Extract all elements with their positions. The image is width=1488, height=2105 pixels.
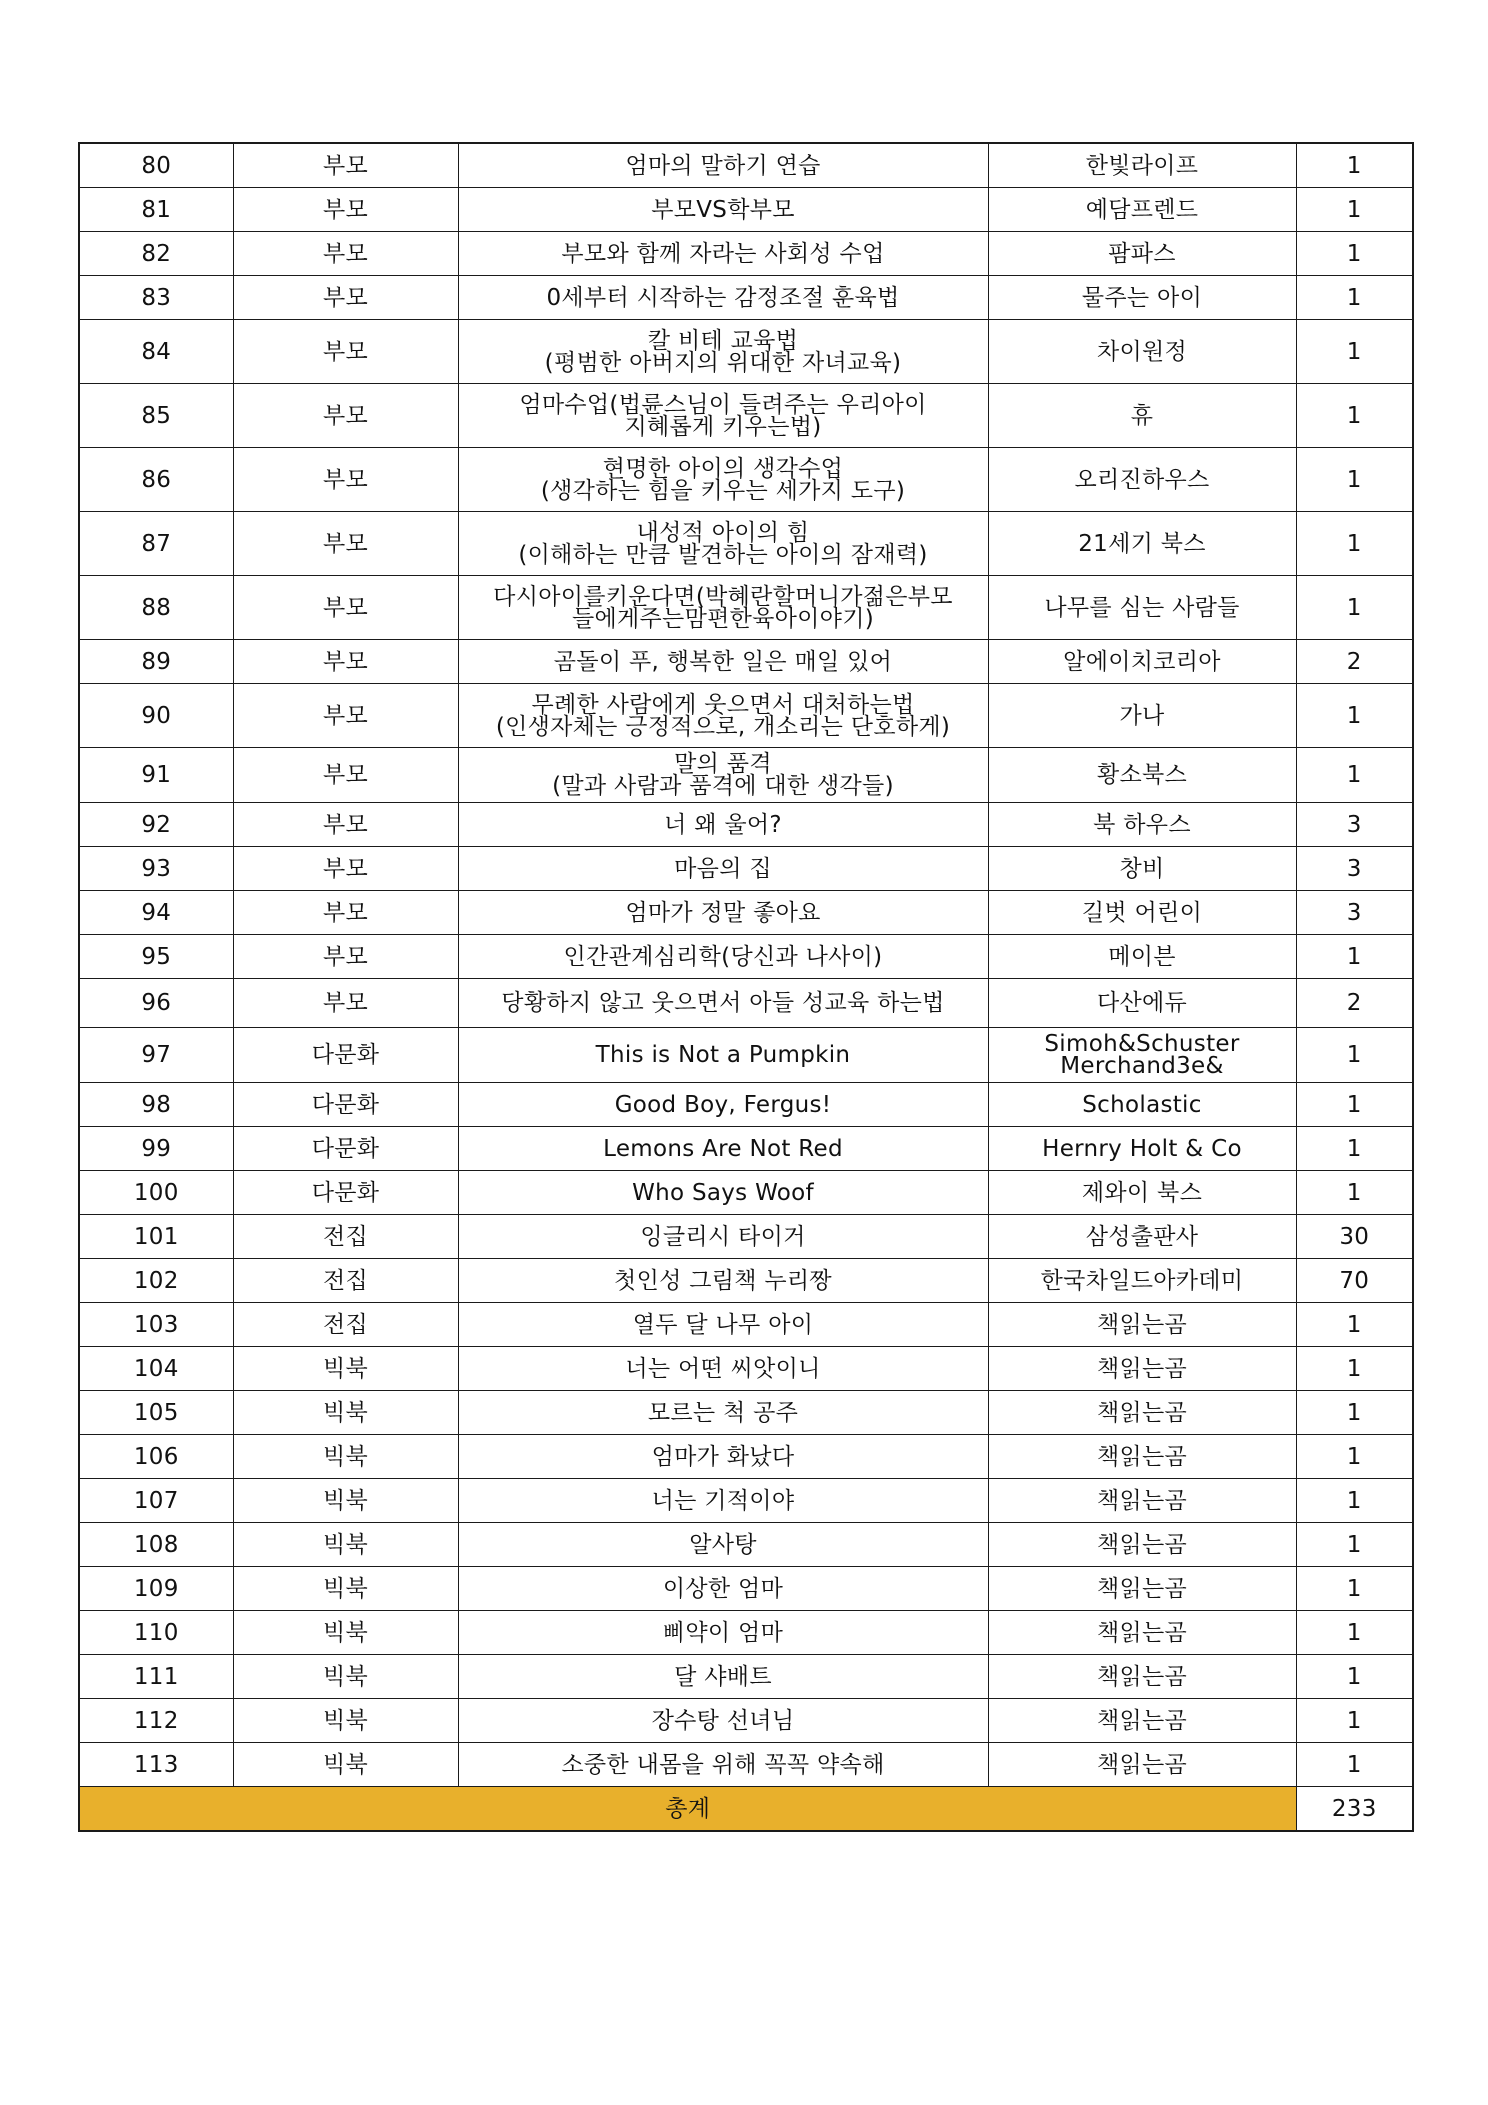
table-row <box>79 232 1413 276</box>
cell-publisher: 삼성출판사 <box>988 1215 1296 1259</box>
cell-quantity: 3 <box>1296 847 1413 891</box>
table-row <box>79 1171 1413 1215</box>
cell-publisher: 한국차일드아카데미 <box>988 1259 1296 1303</box>
cell-number: 92 <box>79 803 233 847</box>
cell-publisher: Scholastic <box>988 1083 1296 1127</box>
cell-category: 부모 <box>233 276 458 320</box>
cell-quantity: 3 <box>1296 803 1413 847</box>
table-row <box>79 1391 1413 1435</box>
cell-category: 빅북 <box>233 1435 458 1479</box>
cell-publisher: 책읽는곰 <box>988 1699 1296 1743</box>
table-row <box>79 640 1413 684</box>
cell-title: 첫인성 그림책 누리짱 <box>458 1259 988 1303</box>
cell-publisher: 책읽는곰 <box>988 1655 1296 1699</box>
cell-publisher: 한빛라이프 <box>988 143 1296 188</box>
cell-number: 110 <box>79 1611 233 1655</box>
cell-quantity: 1 <box>1296 1028 1413 1083</box>
cell-number: 86 <box>79 448 233 512</box>
cell-title: 인간관계심리학(당신과 나사이) <box>458 935 988 979</box>
cell-category: 부모 <box>233 847 458 891</box>
table-row <box>79 891 1413 935</box>
cell-title: Good Boy, Fergus! <box>458 1083 988 1127</box>
cell-quantity: 1 <box>1296 1523 1413 1567</box>
cell-number: 82 <box>79 232 233 276</box>
cell-category: 부모 <box>233 640 458 684</box>
cell-category: 부모 <box>233 684 458 748</box>
cell-title: 곰돌이 푸, 행복한 일은 매일 있어 <box>458 640 988 684</box>
cell-number: 103 <box>79 1303 233 1347</box>
cell-category: 다문화 <box>233 1171 458 1215</box>
cell-number: 100 <box>79 1171 233 1215</box>
cell-title: 다시아이를키운다면(박혜란할머니가젊은부모 들에게주는맘편한육아이야기) <box>458 576 988 640</box>
cell-publisher: 책읽는곰 <box>988 1479 1296 1523</box>
table-row <box>79 1699 1413 1743</box>
table-row <box>79 847 1413 891</box>
cell-quantity: 1 <box>1296 320 1413 384</box>
table-row <box>79 1259 1413 1303</box>
cell-title: 엄마가 화났다 <box>458 1435 988 1479</box>
table-row <box>79 1303 1413 1347</box>
cell-publisher: 물주는 아이 <box>988 276 1296 320</box>
cell-quantity: 70 <box>1296 1259 1413 1303</box>
cell-title: 잉글리시 타이거 <box>458 1215 988 1259</box>
cell-title: 열두 달 나무 아이 <box>458 1303 988 1347</box>
cell-quantity: 1 <box>1296 276 1413 320</box>
cell-number: 107 <box>79 1479 233 1523</box>
cell-quantity: 1 <box>1296 1127 1413 1171</box>
cell-title: 0세부터 시작하는 감정조절 훈육법 <box>458 276 988 320</box>
cell-title: This is Not a Pumpkin <box>458 1028 988 1083</box>
cell-category: 부모 <box>233 512 458 576</box>
cell-publisher: 책읽는곰 <box>988 1391 1296 1435</box>
cell-quantity: 1 <box>1296 1743 1413 1787</box>
cell-title: 당황하지 않고 웃으면서 아들 성교육 하는법 <box>458 979 988 1028</box>
cell-category: 부모 <box>233 232 458 276</box>
cell-category: 부모 <box>233 891 458 935</box>
table-row <box>79 1028 1413 1083</box>
cell-title: 너는 어떤 씨앗이니 <box>458 1347 988 1391</box>
table-row <box>79 320 1413 384</box>
cell-title: 말의 품격 (말과 사람과 품격에 대한 생각들) <box>458 748 988 803</box>
table-body <box>79 143 1413 1831</box>
cell-quantity: 1 <box>1296 1567 1413 1611</box>
cell-category: 부모 <box>233 935 458 979</box>
cell-number: 81 <box>79 188 233 232</box>
cell-quantity: 1 <box>1296 1479 1413 1523</box>
cell-title: 알사탕 <box>458 1523 988 1567</box>
cell-title: 부모와 함께 자라는 사회성 수업 <box>458 232 988 276</box>
cell-number: 106 <box>79 1435 233 1479</box>
cell-category: 전집 <box>233 1303 458 1347</box>
cell-category: 빅북 <box>233 1391 458 1435</box>
cell-publisher: 차이원정 <box>988 320 1296 384</box>
cell-quantity: 30 <box>1296 1215 1413 1259</box>
cell-title: 마음의 집 <box>458 847 988 891</box>
cell-quantity: 1 <box>1296 1699 1413 1743</box>
cell-quantity: 1 <box>1296 1391 1413 1435</box>
cell-category: 다문화 <box>233 1127 458 1171</box>
table-row <box>79 1523 1413 1567</box>
table-row <box>79 1655 1413 1699</box>
cell-number: 88 <box>79 576 233 640</box>
cell-category: 다문화 <box>233 1028 458 1083</box>
cell-category: 부모 <box>233 188 458 232</box>
cell-title: 삐약이 엄마 <box>458 1611 988 1655</box>
cell-number: 109 <box>79 1567 233 1611</box>
table-row <box>79 684 1413 748</box>
cell-publisher: 책읽는곰 <box>988 1523 1296 1567</box>
cell-publisher: 책읽는곰 <box>988 1347 1296 1391</box>
cell-publisher: 메이븐 <box>988 935 1296 979</box>
cell-quantity: 1 <box>1296 143 1413 188</box>
cell-quantity: 2 <box>1296 979 1413 1028</box>
cell-publisher: 길벗 어린이 <box>988 891 1296 935</box>
table-row <box>79 935 1413 979</box>
cell-category: 전집 <box>233 1259 458 1303</box>
table-row <box>79 384 1413 448</box>
cell-category: 빅북 <box>233 1479 458 1523</box>
cell-quantity: 1 <box>1296 1303 1413 1347</box>
cell-title: Lemons Are Not Red <box>458 1127 988 1171</box>
cell-category: 빅북 <box>233 1699 458 1743</box>
total-quantity: 233 <box>1296 1787 1413 1832</box>
cell-title: 소중한 내몸을 위해 꼭꼭 약속해 <box>458 1743 988 1787</box>
cell-quantity: 1 <box>1296 232 1413 276</box>
cell-publisher: 황소북스 <box>988 748 1296 803</box>
cell-number: 91 <box>79 748 233 803</box>
cell-category: 빅북 <box>233 1567 458 1611</box>
cell-publisher: 책읽는곰 <box>988 1435 1296 1479</box>
table-row <box>79 276 1413 320</box>
cell-number: 97 <box>79 1028 233 1083</box>
cell-title: 현명한 아이의 생각수업 (생각하는 힘을 키우는 세가지 도구) <box>458 448 988 512</box>
cell-title: 이상한 엄마 <box>458 1567 988 1611</box>
cell-number: 101 <box>79 1215 233 1259</box>
cell-quantity: 1 <box>1296 1655 1413 1699</box>
cell-category: 빅북 <box>233 1611 458 1655</box>
cell-title: 너 왜 울어? <box>458 803 988 847</box>
cell-number: 80 <box>79 143 233 188</box>
cell-number: 96 <box>79 979 233 1028</box>
table-row <box>79 1567 1413 1611</box>
cell-publisher: 제와이 북스 <box>988 1171 1296 1215</box>
table-row <box>79 1215 1413 1259</box>
cell-quantity: 1 <box>1296 1611 1413 1655</box>
cell-title: 칼 비테 교육법 (평범한 아버지의 위대한 자녀교육) <box>458 320 988 384</box>
cell-quantity: 1 <box>1296 1435 1413 1479</box>
cell-publisher: 휴 <box>988 384 1296 448</box>
cell-quantity: 2 <box>1296 640 1413 684</box>
table-row <box>79 512 1413 576</box>
table-row <box>79 1479 1413 1523</box>
cell-category: 빅북 <box>233 1347 458 1391</box>
table-row <box>79 979 1413 1028</box>
cell-publisher: 예담프렌드 <box>988 188 1296 232</box>
cell-publisher: 북 하우스 <box>988 803 1296 847</box>
cell-number: 85 <box>79 384 233 448</box>
cell-title: 부모VS학부모 <box>458 188 988 232</box>
cell-publisher: 나무를 심는 사람들 <box>988 576 1296 640</box>
cell-quantity: 1 <box>1296 512 1413 576</box>
table-row <box>79 803 1413 847</box>
cell-title: Who Says Woof <box>458 1171 988 1215</box>
cell-publisher: 알에이치코리아 <box>988 640 1296 684</box>
cell-number: 89 <box>79 640 233 684</box>
table-row <box>79 1127 1413 1171</box>
table-row <box>79 1435 1413 1479</box>
cell-publisher: 오리진하우스 <box>988 448 1296 512</box>
cell-quantity: 1 <box>1296 448 1413 512</box>
table-row <box>79 143 1413 188</box>
table-row <box>79 188 1413 232</box>
cell-number: 93 <box>79 847 233 891</box>
cell-category: 빅북 <box>233 1743 458 1787</box>
cell-quantity: 1 <box>1296 1171 1413 1215</box>
cell-number: 105 <box>79 1391 233 1435</box>
table-row <box>79 448 1413 512</box>
table-row <box>79 1083 1413 1127</box>
cell-category: 부모 <box>233 979 458 1028</box>
cell-publisher: 창비 <box>988 847 1296 891</box>
cell-number: 104 <box>79 1347 233 1391</box>
table-row <box>79 748 1413 803</box>
cell-number: 112 <box>79 1699 233 1743</box>
cell-number: 102 <box>79 1259 233 1303</box>
cell-title: 장수탕 선녀님 <box>458 1699 988 1743</box>
book-list-table <box>78 142 1414 1832</box>
cell-publisher: 21세기 북스 <box>988 512 1296 576</box>
cell-number: 113 <box>79 1743 233 1787</box>
cell-title: 모르는 척 공주 <box>458 1391 988 1435</box>
cell-category: 전집 <box>233 1215 458 1259</box>
cell-quantity: 1 <box>1296 384 1413 448</box>
cell-quantity: 1 <box>1296 684 1413 748</box>
total-label: 총계 <box>79 1787 1296 1832</box>
cell-publisher: 책읽는곰 <box>988 1611 1296 1655</box>
table-row <box>79 576 1413 640</box>
cell-publisher: 가나 <box>988 684 1296 748</box>
cell-category: 부모 <box>233 143 458 188</box>
cell-category: 부모 <box>233 748 458 803</box>
table-row <box>79 1347 1413 1391</box>
cell-publisher: 책읽는곰 <box>988 1303 1296 1347</box>
table-row <box>79 1611 1413 1655</box>
cell-publisher: 책읽는곰 <box>988 1567 1296 1611</box>
cell-publisher: 팜파스 <box>988 232 1296 276</box>
cell-category: 부모 <box>233 448 458 512</box>
cell-quantity: 3 <box>1296 891 1413 935</box>
cell-category: 다문화 <box>233 1083 458 1127</box>
cell-number: 94 <box>79 891 233 935</box>
cell-publisher: 다산에듀 <box>988 979 1296 1028</box>
cell-category: 부모 <box>233 384 458 448</box>
cell-title: 너는 기적이야 <box>458 1479 988 1523</box>
cell-quantity: 1 <box>1296 188 1413 232</box>
cell-number: 98 <box>79 1083 233 1127</box>
cell-publisher: 책읽는곰 <box>988 1743 1296 1787</box>
cell-title: 엄마수업(법륜스님이 들려주는 우리아이 지혜롭게 키우는법) <box>458 384 988 448</box>
cell-title: 엄마의 말하기 연습 <box>458 143 988 188</box>
cell-category: 빅북 <box>233 1655 458 1699</box>
cell-publisher: Hernry Holt & Co <box>988 1127 1296 1171</box>
cell-category: 빅북 <box>233 1523 458 1567</box>
table-row <box>79 1743 1413 1787</box>
cell-quantity: 1 <box>1296 1083 1413 1127</box>
cell-number: 108 <box>79 1523 233 1567</box>
cell-title: 달 샤배트 <box>458 1655 988 1699</box>
cell-number: 84 <box>79 320 233 384</box>
cell-publisher: Simoh&Schuster Merchand3e& <box>988 1028 1296 1083</box>
cell-quantity: 1 <box>1296 576 1413 640</box>
cell-number: 87 <box>79 512 233 576</box>
cell-category: 부모 <box>233 320 458 384</box>
cell-quantity: 1 <box>1296 935 1413 979</box>
cell-number: 95 <box>79 935 233 979</box>
cell-number: 99 <box>79 1127 233 1171</box>
cell-title: 무례한 사람에게 웃으면서 대처하는법 (인생자체는 긍정적으로, 개소리는 단호하게) <box>458 684 988 748</box>
cell-category: 부모 <box>233 576 458 640</box>
cell-quantity: 1 <box>1296 748 1413 803</box>
cell-title: 내성적 아이의 힘 (이해하는 만큼 발견하는 아이의 잠재력) <box>458 512 988 576</box>
cell-quantity: 1 <box>1296 1347 1413 1391</box>
cell-category: 부모 <box>233 803 458 847</box>
cell-number: 111 <box>79 1655 233 1699</box>
cell-number: 83 <box>79 276 233 320</box>
total-row <box>79 1787 1413 1832</box>
cell-title: 엄마가 정말 좋아요 <box>458 891 988 935</box>
cell-number: 90 <box>79 684 233 748</box>
